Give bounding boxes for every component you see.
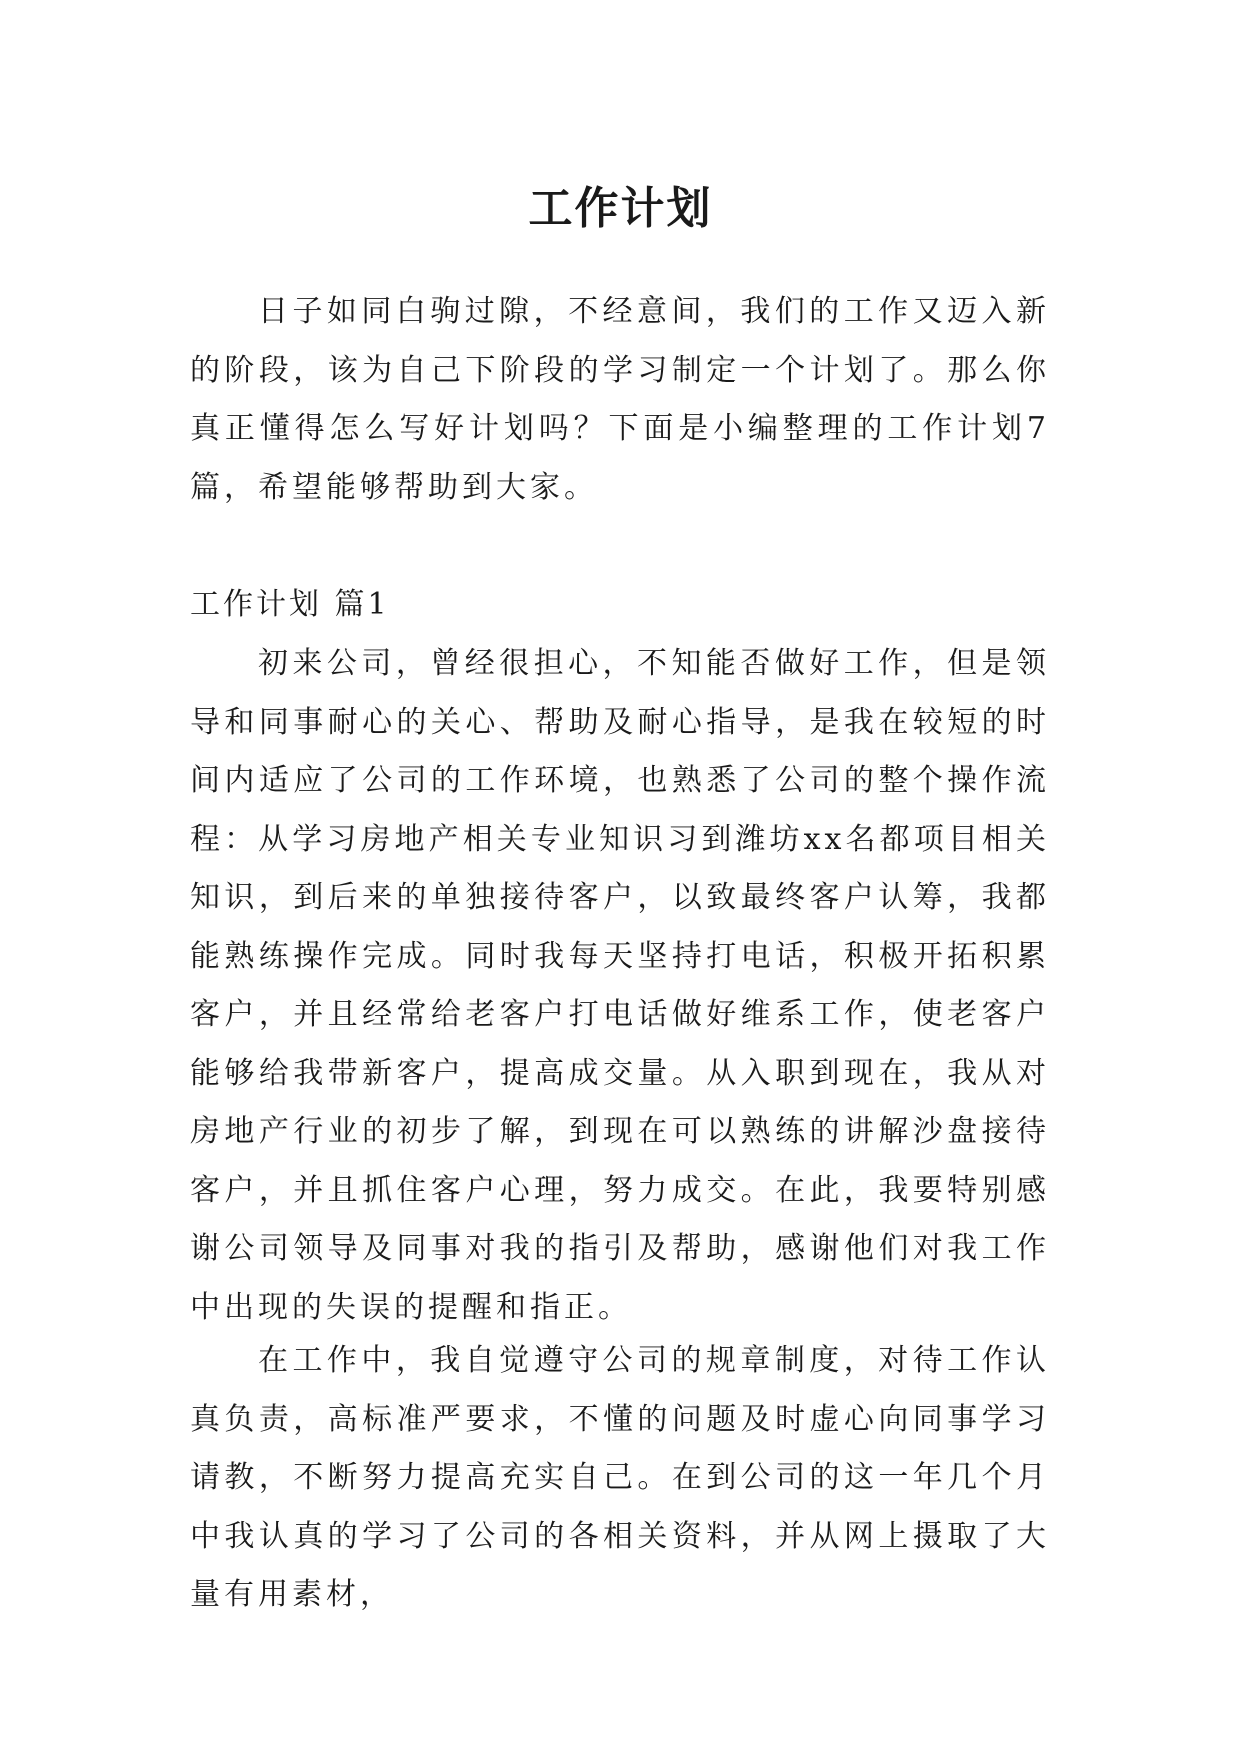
intro-paragraph: 日子如同白驹过隙，不经意间，我们的工作又迈入新的阶段，该为自己下阶段的学习制定一个计划了。那么你真正懂得怎么写好计划吗？下面是小编整理的工作计划7篇，希望能够帮助到大家。 [190,294,1050,505]
body-paragraph-2: 在工作中，我自觉遵守公司的规章制度，对待工作认真负责，高标准严要求，不懂的问题及时虚心向同事学习请教，不断努力提高充实自己。在到公司的这一年几个月中我认真的学习了公司的各相关资料，并从网上摄取了大量有用素材， [190,1343,1050,1612]
body-paragraph-1: 初来公司，曾经很担心，不知能否做好工作，但是领导和同事耐心的关心、帮助及耐心指导，是我在较短的时间内适应了公司的工作环境，也熟悉了公司的整个操作流程：从学习房地产相关专业知识习到潍坊xx名都项目相关知识，到后来的单独接待客户，以致最终客户认筹，我都能熟练操作完成。同时我每天坚持打电话，积极开拓积累客户，并且经常给老客户打电话做好维系工作，使老客户能够给我带新客户，提高成交量。从入职到现在，我从对房地产行业的初步了解，到现在可以熟练的讲解沙盘接待客户，并且抓住客户心理，努力成交。在此，我要特别感谢公司领导及同事对我的指引及帮助，感谢他们对我工作中出现的失误的提醒和指正。 [190,646,1050,1325]
section-heading: 工作计划 篇1 [190,587,390,622]
document-title: 工作计划 [528,183,713,235]
